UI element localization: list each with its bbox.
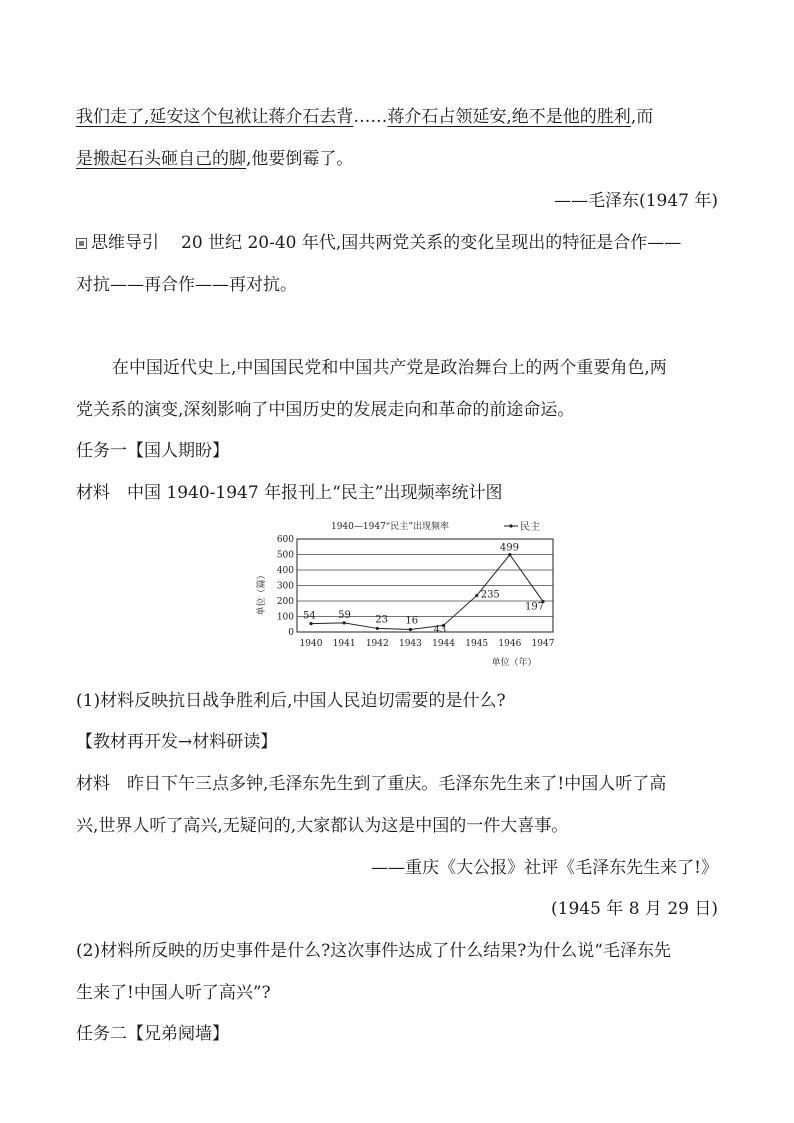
intro-line-1: 在中国近代史上,中国国民党和中国共产党是政治舞台上的两个重要角色,两 — [112, 358, 667, 378]
material2-line-1: 材料 昨日下午三点多钟,毛泽东先生到了重庆。毛泽东先生来了!中国人听了高 — [76, 774, 667, 794]
y-tick-label: 300 — [276, 581, 294, 592]
x-tick-label: 1944 — [432, 639, 456, 649]
quote-attribution: ——毛泽东(1947 年) — [554, 191, 718, 211]
material2-date: (1945 年 8 月 29 日) — [551, 899, 718, 919]
y-tick-label: 600 — [276, 535, 294, 545]
legend-marker — [509, 524, 512, 527]
data-label: 16 — [405, 615, 419, 627]
x-tick-label: 1941 — [332, 639, 356, 649]
guide-icon — [76, 238, 87, 249]
quote-underlined-b: 蒋介石占领延安,绝不是他的胜利 — [387, 107, 631, 127]
data-label: 235 — [480, 589, 500, 601]
data-label: 23 — [375, 614, 389, 626]
guide-text-1: 20 世纪 20-40 年代,国共两党关系的变化呈现出的特征是合作—— — [181, 233, 682, 253]
frequency-chart — [257, 515, 560, 675]
data-label: 499 — [499, 542, 519, 554]
quote-underlined-a: 我们走了,延安这个包袱让蒋介石去背 — [76, 107, 354, 127]
y-tick-label: 200 — [276, 597, 294, 607]
intro-line-2: 党关系的演变,深刻影响了中国历史的发展走向和革命的前途命运。 — [76, 400, 575, 420]
data-label: 43 — [433, 624, 447, 636]
material1-caption: 材料 中国 1940-1947 年报刊上“民主”出现频率统计图 — [76, 483, 503, 503]
y-axis-label: 单位（篇） — [257, 570, 267, 616]
chart-title: 1940—1947“民主”出现频率 — [330, 522, 450, 532]
question-2-line-2: 生来了!中国人听了高兴”? — [76, 983, 271, 1003]
section2-title: 【教材再开发→材料研读】 — [76, 732, 278, 752]
data-point — [376, 627, 379, 630]
x-tick-label: 1945 — [465, 639, 489, 649]
x-tick-label: 1946 — [498, 639, 522, 649]
x-tick-label: 1947 — [531, 639, 555, 649]
quote-tail: ,而 — [630, 107, 654, 127]
x-axis-label: 单位（年） — [491, 658, 537, 668]
data-label: 197 — [525, 601, 545, 613]
guide-line-1 — [76, 232, 681, 254]
quote-underlined-c: 是搬起石头砸自己的脚 — [76, 149, 246, 169]
question-1: (1)材料反映抗日战争胜利后,中国人民迫切需要的是什么? — [76, 691, 506, 711]
x-tick-label: 1942 — [365, 639, 389, 649]
y-tick-label: 100 — [276, 612, 294, 623]
data-point — [309, 622, 312, 625]
task1-title: 任务一【国人期盼】 — [76, 441, 229, 461]
task2-title: 任务二【兄弟阋墙】 — [76, 1024, 229, 1044]
quote-line-1 — [76, 106, 653, 128]
legend-label: 民主 — [520, 522, 540, 533]
data-point — [343, 621, 346, 624]
y-tick-label: 400 — [276, 566, 294, 576]
guide-label: 思维导引 — [91, 233, 159, 253]
data-point — [475, 594, 478, 597]
x-tick-label: 1943 — [398, 639, 422, 649]
quote-tail-2: ,他要倒霉了。 — [246, 149, 354, 169]
x-tick-label: 1940 — [299, 639, 323, 649]
data-point — [409, 628, 412, 631]
chart-legend — [504, 521, 540, 533]
data-label: 59 — [338, 609, 351, 621]
guide-line-2: 对抗——再合作——再对抗。 — [76, 275, 297, 295]
quote-ellipsis: …… — [353, 107, 388, 127]
quote-line-2 — [76, 148, 353, 170]
y-tick-label: 500 — [276, 550, 294, 561]
data-label: 54 — [303, 610, 316, 622]
material2-source: ——重庆《大公报》社评《毛泽东先生来了!》 — [371, 858, 718, 878]
y-tick-label: 0 — [288, 628, 294, 638]
material2-line-2: 兴,世界人听了高兴,无疑问的,大家都认为这是中国的一件大喜事。 — [76, 816, 569, 836]
question-2-line-1: (2)材料所反映的历史事件是什么?这次事件达成了什么结果?为什么说“毛泽东先 — [76, 941, 671, 961]
